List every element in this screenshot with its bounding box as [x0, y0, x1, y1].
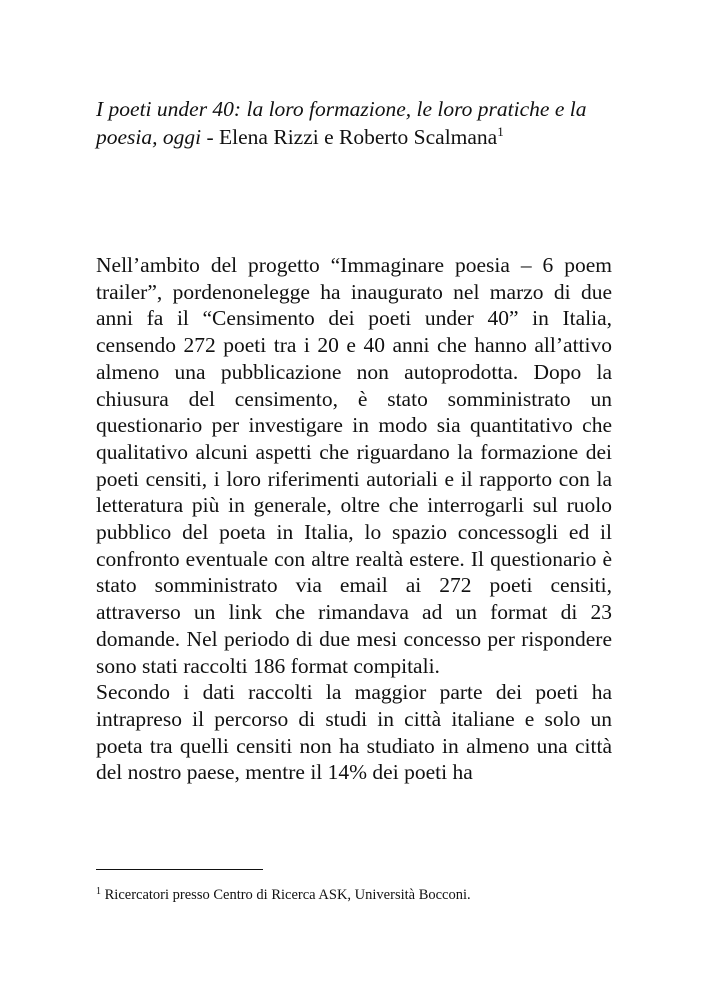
article-title	[96, 95, 616, 151]
title-text: I poeti under 40: la loro formazione, le loro pratiche e la poesia, oggi	[96, 97, 587, 149]
footnote-text: Ricercatori presso Centro di Ricerca ASK, Università Bocconi.	[101, 887, 471, 903]
footnote-number: 1	[96, 886, 101, 897]
paragraph-2: Secondo i dati raccolti la maggior parte dei poeti ha intrapreso il percorso di studi in città italiane e solo un poeta tra quelli censiti non ha studiato in almeno una città del nostro paese, mentre il 14% dei poeti ha	[96, 680, 612, 785]
body-text	[96, 252, 612, 786]
title-separator: -	[201, 125, 220, 149]
title-authors: Elena Rizzi e Roberto Scalmana	[219, 125, 498, 149]
paragraph-1: Nell’ambito del progetto “Immaginare poesia – 6 poem trailer”, pordenonelegge ha inaugurato nel marzo di due anni fa il “Censimento dei poeti under 40” in Italia, censendo 272 poeti tra i 20 e 40 anni che hanno all’attivo almeno una pubblicazione non autoprodotta. Dopo la chiusura del censimento, è stato somministrato un questionario per investigare in modo sia quantitativo che qualitativo alcuni aspetti che riguardano la formazione dei poeti censiti, i loro riferimenti autoriali e il rapporto con la letteratura più in generale, oltre che interrogarli sul ruolo pubblico del poeta in Italia, lo spazio concessogli ed il confronto eventuale con altre realtà estere. Il questionario è stato somministrato via email ai 272 poeti censiti, attraverso un link che rimandava ad un format di 23 domande. Nel periodo di due mesi concesso per rispondere sono stati raccolti 186 format compitali.	[96, 253, 612, 678]
footnote-reference: 1	[497, 124, 504, 139]
footnote	[96, 886, 616, 904]
footnote-separator	[96, 869, 263, 870]
